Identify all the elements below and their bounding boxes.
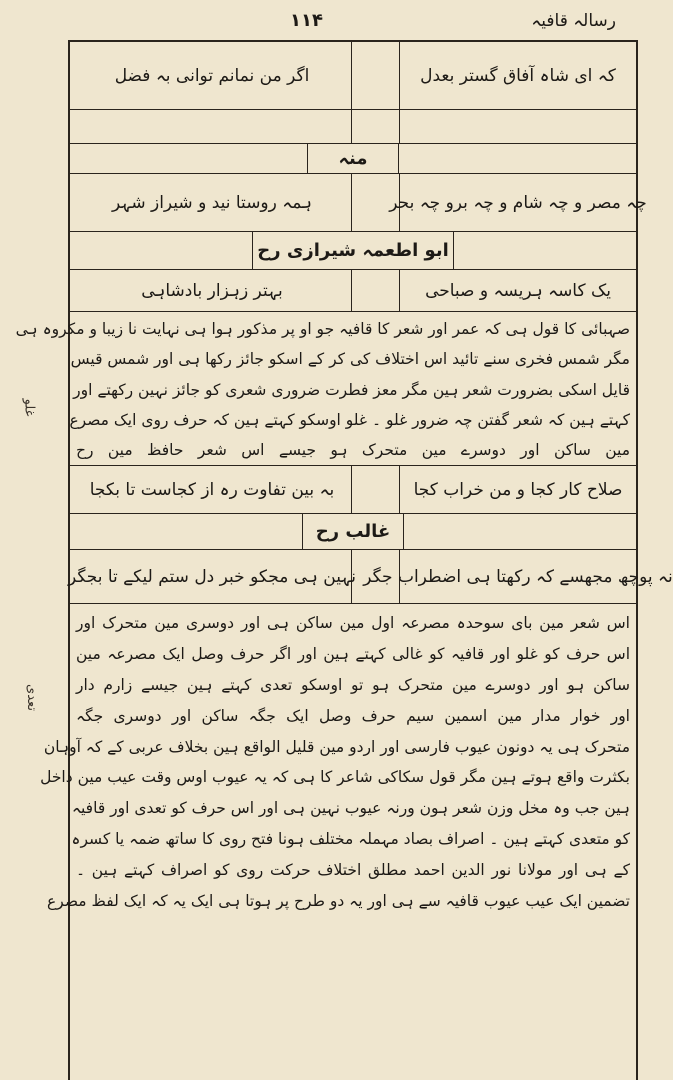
verse-right: چہ مصر و چہ شام و چہ برو چہ بحر	[399, 174, 636, 231]
heading-row	[70, 232, 636, 270]
prose-line: کے ہی اور مولانا نور الدین احمد مطلق اختلاف حرکت روی کو اصراف کہتے ہین ۔	[76, 861, 630, 880]
section-heading: غالب رح	[302, 514, 404, 549]
prose-block	[15, 314, 636, 465]
verse-left: نہین ہی مجکو خبر دل ستم لیکے تا بجگر	[67, 567, 357, 587]
prose-line: مگر شمس فخری سنے تائید اس اختلاف کی کر کے اسکو جائز رکھا ہی اور شمس قیس	[70, 350, 630, 369]
verse-left: اگر من نمانم توانی بہ فضل	[114, 66, 310, 86]
verse-left: بہ بین تفاوت رہ از کجاست تا بکجا	[89, 480, 335, 500]
verse-divider	[351, 466, 400, 513]
margin-note: غلو	[21, 398, 37, 417]
section-heading: منہ	[307, 144, 399, 173]
heading-row	[70, 144, 636, 174]
verse-divider	[351, 270, 400, 311]
prose-line: اور خوار مدار مین اسمین سیم حرف وصل ایک جگہ ساکن اور دوسری جگہ	[76, 706, 630, 725]
verse-right: نہ پوچھ مجھسے کہ رکھتا ہی اضطراب جگر	[399, 550, 636, 603]
verse-left: بہتر زہزار بادشاہی	[141, 281, 283, 301]
prose-line: تضمین ایک عیب عیوب قافیہ سے ہی اور یہ دو طرح پر ہوتا ہی ایک یہ کہ ایک لفظ مصرع	[47, 892, 630, 911]
prose-block	[40, 608, 636, 917]
verse-right	[399, 110, 636, 143]
blank-verse-row	[70, 110, 636, 144]
prose-line: مین ساکن اور دوسرے مین متحرک ہو جیسے اس شعر حافظ مین رح	[76, 441, 630, 460]
text-frame	[15, 40, 673, 1080]
prose-line: بکثرت واقع ہوتے ہین مگر قول سکاکی شاعر کا ہی کہ یہ عیوب اوس وقت عیب مین داخل	[40, 768, 630, 787]
prose-line: صہبائی کا قول ہی کہ عمر اور شعر کا قافیہ جو او پر مذکور ہوا ہی نہایت نا زیبا و مکروہ ہی	[15, 320, 630, 338]
verse-divider	[351, 174, 400, 231]
verse-left	[70, 110, 354, 143]
verse-divider	[351, 42, 400, 109]
margin-note: تعدی	[23, 684, 39, 711]
verse-row	[70, 174, 647, 232]
verse-right: کہ ای شاہ آفاق گستر بعدل	[399, 42, 636, 109]
prose-line: اس شعر مین بای سوحدہ مصرعہ اول مین ساکن ہی اور دوسری مین متحرک اور	[76, 614, 630, 632]
verse-right: یک کاسہ ہریسہ و صباحی	[399, 270, 636, 311]
prose-line: قایل اسکی بضرورت شعر ہین مگر معز فطرت ضروری شعری کو جائز نہین رکھتے اور	[73, 380, 630, 399]
prose-line: اس حرف کو غلو اور قافیہ کو غالی کہتے ہین اور اگر حرف وصل ایک مصرعہ مین	[76, 644, 630, 663]
prose-line: متحرک ہی یہ دونون عیوب فارسی اور اردو مین قلیل الواقع ہین بخلاف عربی کے کہ آوہان	[43, 737, 630, 756]
prose-line: ساکن ہو اور دوسرے مین متحرک ہو تو اوسکو تعدی کہتے ہین جیسے زارم دار	[76, 675, 630, 694]
verse-row	[70, 270, 636, 312]
verse-row	[70, 42, 636, 110]
section-heading: ابو اطعمہ شیرازی رح	[252, 232, 454, 269]
running-head	[0, 8, 660, 36]
prose-line: کہتے ہین کہ شعر گفتن چہ ضرور غلو ۔ غلو اوسکو کہتے ہین کہ حرف روی ایک مصرع	[69, 410, 630, 429]
verse-row	[67, 550, 673, 604]
verse-divider	[351, 110, 400, 143]
prose-line: ہین جب وہ مخل وزن شعر ہون ورنہ عیوب نہین ہی اور اس حرف کو تعدی اور قافیہ	[71, 799, 630, 818]
verse-left: ہمہ روستا نید و شیراز شہر	[112, 193, 313, 213]
running-title: رسالہ قافیہ	[531, 11, 616, 31]
prose-line: کو متعدی کہتے ہین ۔ اصراف بصاد مہملہ مختلف ہونا فتح روی کا ساتھ ضمہ یا کسرہ	[71, 830, 630, 849]
heading-row	[70, 514, 636, 550]
page-number: ۱۱۴	[290, 10, 323, 31]
verse-row	[70, 466, 636, 514]
verse-right: صلاح کار کجا و من خراب کجا	[399, 466, 636, 513]
verse-divider	[351, 550, 400, 603]
